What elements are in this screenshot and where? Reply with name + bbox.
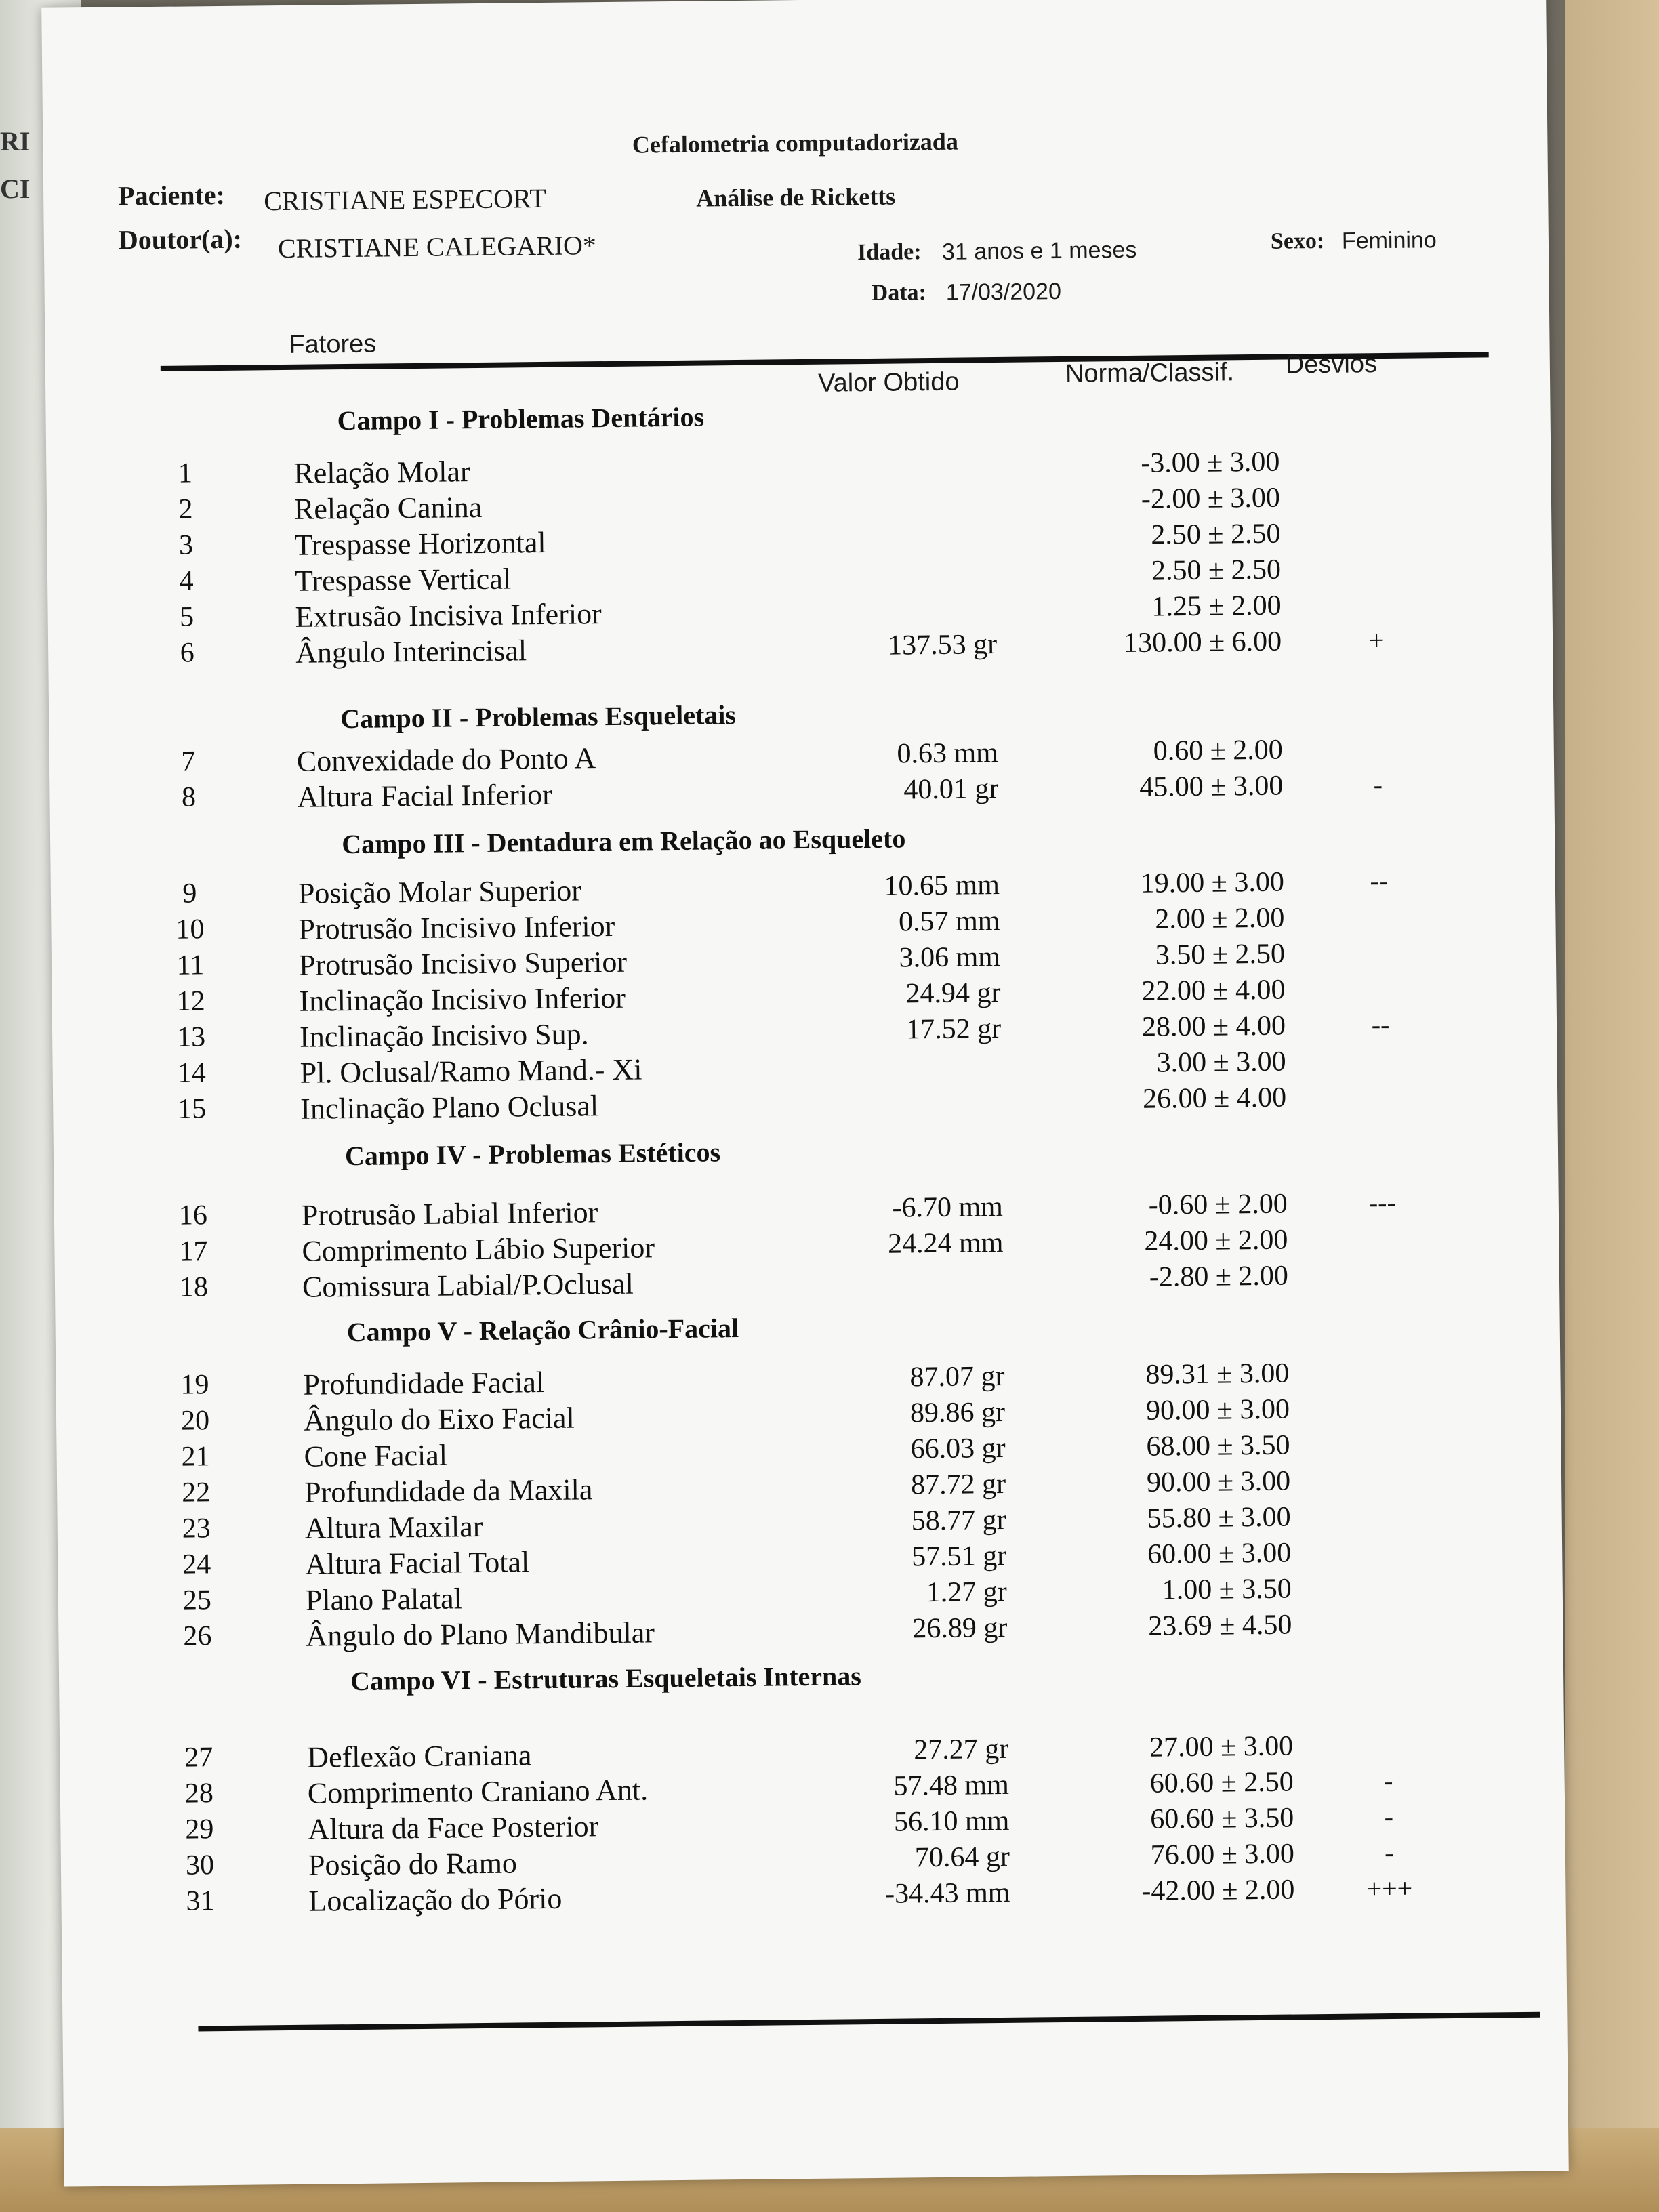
deviation-mark bbox=[1347, 1728, 1429, 1729]
norm-value: 68.00 ± 3.50 bbox=[1146, 1429, 1290, 1462]
norm-value: 90.00 ± 3.00 bbox=[1146, 1465, 1291, 1498]
row-number: 25 bbox=[182, 1584, 212, 1616]
row-number: 27 bbox=[184, 1742, 213, 1774]
deviation-mark: - bbox=[1384, 1801, 1394, 1832]
age-value: 31 anos e 1 meses bbox=[941, 237, 1137, 265]
factor-name: Profundidade da Maxila bbox=[304, 1473, 593, 1509]
norm-value: 24.00 ± 2.00 bbox=[1144, 1224, 1288, 1257]
norm-value: 22.00 ± 4.00 bbox=[1141, 974, 1286, 1007]
factor-name: Protrusão Labial Inferior bbox=[301, 1195, 598, 1232]
section-title: Campo V - Relação Crânio-Facial bbox=[346, 1313, 739, 1348]
row-number: 12 bbox=[176, 985, 205, 1017]
norm-value: 23.69 ± 4.50 bbox=[1148, 1609, 1292, 1642]
factor-name: Altura da Face Posterior bbox=[308, 1809, 599, 1846]
obtained-value bbox=[779, 592, 996, 594]
factor-name: Trespasse Vertical bbox=[294, 562, 512, 598]
norm-value: 45.00 ± 3.00 bbox=[1139, 770, 1284, 803]
deviation-mark: - bbox=[1384, 1837, 1394, 1868]
age-label: Idade: bbox=[857, 239, 922, 266]
obtained-value: 87.07 gr bbox=[909, 1360, 1005, 1393]
row-number: 6 bbox=[180, 637, 194, 669]
norm-value: 90.00 ± 3.00 bbox=[1145, 1393, 1290, 1427]
factor-name: Relação Molar bbox=[293, 455, 470, 490]
norm-value: 26.00 ± 4.00 bbox=[1142, 1082, 1287, 1115]
obtained-value: -6.70 mm bbox=[892, 1191, 1004, 1224]
deviation-mark bbox=[1345, 1535, 1427, 1536]
obtained-value: 0.57 mm bbox=[898, 905, 1000, 938]
factor-name: Comissura Labial/P.Oclusal bbox=[302, 1267, 634, 1304]
norm-value: 1.00 ± 3.50 bbox=[1162, 1573, 1292, 1606]
norm-value: 60.60 ± 2.50 bbox=[1149, 1766, 1294, 1799]
deviation-mark: + bbox=[1368, 625, 1385, 656]
factor-name: Altura Facial Inferior bbox=[297, 777, 552, 814]
factor-name: Altura Maxilar bbox=[304, 1510, 483, 1545]
row-number: 28 bbox=[184, 1778, 214, 1809]
deviation-mark bbox=[1338, 900, 1420, 901]
row-number: 8 bbox=[181, 781, 197, 813]
deviation-mark bbox=[1342, 1222, 1423, 1223]
row-number: 22 bbox=[181, 1477, 211, 1509]
row-number: 1 bbox=[178, 457, 193, 489]
norm-value: 130.00 ± 6.00 bbox=[1123, 626, 1282, 659]
obtained-value bbox=[784, 1048, 1001, 1050]
factor-name: Comprimento Craniano Ant. bbox=[307, 1773, 649, 1810]
patient-label: Paciente: bbox=[117, 179, 226, 211]
factor-name: Inclinação Plano Oclusal bbox=[300, 1089, 599, 1126]
obtained-value: 56.10 mm bbox=[893, 1805, 1010, 1838]
obtained-value bbox=[779, 520, 996, 523]
sex-label: Sexo: bbox=[1270, 228, 1325, 254]
factor-name: Comprimento Lábio Superior bbox=[302, 1231, 655, 1268]
deviation-mark bbox=[1343, 1355, 1425, 1356]
obtained-value bbox=[785, 1084, 1002, 1086]
factor-name: Plano Palatal bbox=[305, 1582, 463, 1617]
section-title: Campo II - Problemas Esqueletais bbox=[340, 699, 737, 735]
column-deviations: Desvios bbox=[1285, 350, 1378, 380]
obtained-value: 87.72 gr bbox=[910, 1468, 1006, 1501]
norm-value: 55.80 ± 3.00 bbox=[1147, 1501, 1291, 1534]
row-number: 19 bbox=[180, 1369, 209, 1401]
norm-value: 19.00 ± 3.00 bbox=[1140, 866, 1285, 899]
obtained-value bbox=[779, 485, 996, 487]
obtained-value: 66.03 gr bbox=[910, 1432, 1006, 1465]
norm-value: 27.00 ± 3.00 bbox=[1149, 1730, 1294, 1763]
factor-name: Relação Canina bbox=[293, 490, 483, 526]
deviation-mark bbox=[1335, 552, 1416, 553]
norm-value: -2.80 ± 2.00 bbox=[1149, 1260, 1289, 1293]
row-number: 23 bbox=[182, 1513, 211, 1544]
row-number: 16 bbox=[178, 1200, 208, 1231]
deviation-mark bbox=[1344, 1391, 1425, 1392]
date-value: 17/03/2020 bbox=[945, 278, 1062, 306]
column-factors: Fatores bbox=[289, 329, 377, 359]
obtained-value bbox=[779, 556, 996, 558]
section-title: Campo III - Dentadura em Relação ao Esqueleto bbox=[341, 823, 906, 860]
deviation-mark: --- bbox=[1368, 1187, 1397, 1218]
row-number: 21 bbox=[181, 1441, 210, 1473]
factor-name: Convexidade do Ponto A bbox=[296, 741, 596, 778]
row-number: 26 bbox=[183, 1620, 212, 1652]
row-number: 5 bbox=[179, 601, 194, 633]
deviation-mark bbox=[1345, 1499, 1426, 1500]
factor-name: Protrusão Incisivo Superior bbox=[298, 945, 628, 982]
row-number: 20 bbox=[180, 1405, 210, 1437]
factor-name: Ângulo do Plano Mandibular bbox=[306, 1616, 655, 1653]
row-number: 24 bbox=[182, 1549, 211, 1580]
date-label: Data: bbox=[871, 280, 927, 306]
obtained-value bbox=[778, 449, 995, 451]
report-subtitle: Análise de Ricketts bbox=[696, 182, 896, 212]
deviation-mark: - bbox=[1373, 769, 1383, 800]
deviation-mark bbox=[1337, 732, 1418, 733]
norm-value: 2.00 ± 2.00 bbox=[1155, 902, 1285, 935]
patient-name: CRISTIANE ESPECORT bbox=[263, 182, 546, 217]
obtained-value: 24.24 mm bbox=[887, 1227, 1004, 1260]
norm-value: 1.25 ± 2.00 bbox=[1151, 590, 1282, 623]
factor-name: Posição do Ramo bbox=[308, 1846, 518, 1882]
report-title: Cefalometria computadorizada bbox=[632, 127, 959, 159]
deviation-mark bbox=[1334, 480, 1416, 481]
factor-name: Trespasse Horizontal bbox=[294, 525, 546, 562]
obtained-value bbox=[787, 1263, 1004, 1265]
norm-value: 3.00 ± 3.00 bbox=[1156, 1046, 1286, 1079]
obtained-value: 58.77 gr bbox=[911, 1504, 1006, 1537]
edge-fragment: CI bbox=[0, 173, 30, 204]
edge-fragment: RI bbox=[0, 126, 30, 157]
norm-value: -42.00 ± 2.00 bbox=[1141, 1874, 1295, 1907]
obtained-value: 17.52 gr bbox=[905, 1012, 1002, 1046]
norm-value: -3.00 ± 3.00 bbox=[1141, 446, 1280, 479]
doctor-name: CRISTIANE CALEGARIO* bbox=[277, 230, 597, 264]
deviation-mark: +++ bbox=[1366, 1872, 1413, 1904]
norm-value: 0.60 ± 2.00 bbox=[1153, 734, 1284, 767]
factor-name: Ângulo do Eixo Facial bbox=[303, 1401, 575, 1437]
section-title: Campo I - Problemas Dentários bbox=[337, 401, 705, 436]
norm-value: 2.50 ± 2.50 bbox=[1151, 554, 1282, 587]
deviation-mark: -- bbox=[1370, 865, 1389, 897]
obtained-value: -34.43 mm bbox=[884, 1877, 1010, 1910]
row-number: 10 bbox=[176, 914, 205, 945]
deviation-mark bbox=[1339, 936, 1420, 937]
row-number: 9 bbox=[182, 878, 197, 909]
doctor-label: Doutor(a): bbox=[118, 223, 243, 255]
obtained-value: 0.63 mm bbox=[897, 737, 999, 770]
report-page bbox=[41, 0, 1569, 2187]
norm-value: 60.60 ± 3.50 bbox=[1150, 1802, 1294, 1835]
obtained-value: 40.01 gr bbox=[903, 773, 999, 806]
norm-value: 89.31 ± 3.00 bbox=[1145, 1357, 1290, 1391]
norm-value: -2.00 ± 3.00 bbox=[1141, 482, 1281, 515]
row-number: 14 bbox=[177, 1057, 206, 1089]
section-title: Campo IV - Problemas Estéticos bbox=[344, 1136, 721, 1172]
row-number: 2 bbox=[178, 493, 193, 525]
factor-name: Inclinação Incisivo Sup. bbox=[299, 1017, 589, 1054]
factor-name: Profundidade Facial bbox=[303, 1366, 545, 1401]
obtained-value: 57.48 mm bbox=[893, 1769, 1010, 1802]
row-number: 3 bbox=[178, 529, 194, 561]
norm-value: 60.00 ± 3.00 bbox=[1147, 1537, 1292, 1570]
factor-name: Extrusão Incisiva Inferior bbox=[295, 597, 602, 634]
column-norm: Norma/Classif. bbox=[1065, 358, 1235, 388]
obtained-value: 27.27 gr bbox=[913, 1733, 1009, 1766]
obtained-value: 10.65 mm bbox=[884, 869, 1000, 902]
obtained-value: 24.94 gr bbox=[905, 977, 1001, 1010]
deviation-mark bbox=[1334, 516, 1416, 517]
norm-value: 76.00 ± 3.00 bbox=[1150, 1838, 1295, 1871]
column-obtained: Valor Obtido bbox=[817, 367, 960, 398]
row-number: 31 bbox=[186, 1885, 215, 1917]
factor-name: Protrusão Incisivo Inferior bbox=[298, 909, 615, 946]
factor-name: Ângulo Interincisal bbox=[295, 634, 527, 670]
norm-value: -0.60 ± 2.00 bbox=[1148, 1188, 1288, 1221]
obtained-value: 137.53 gr bbox=[887, 629, 998, 661]
norm-value: 28.00 ± 4.00 bbox=[1141, 1010, 1286, 1043]
factor-name: Localização do Pório bbox=[308, 1881, 562, 1918]
norm-value: 2.50 ± 2.50 bbox=[1151, 518, 1281, 551]
obtained-value: 1.27 gr bbox=[926, 1576, 1008, 1609]
section-title: Campo VI - Estruturas Esqueletais Internas bbox=[350, 1660, 862, 1697]
row-number: 30 bbox=[185, 1849, 215, 1881]
factor-name: Altura Facial Total bbox=[305, 1545, 530, 1581]
row-number: 18 bbox=[179, 1271, 209, 1303]
factor-name: Inclinação Incisivo Inferior bbox=[299, 981, 626, 1018]
table-surface-right bbox=[1565, 0, 1659, 2212]
row-number: 4 bbox=[179, 565, 194, 597]
deviation-mark bbox=[1346, 1571, 1427, 1572]
row-number: 11 bbox=[176, 949, 205, 981]
factor-name: Deflexão Craniana bbox=[307, 1738, 532, 1774]
row-number: 7 bbox=[181, 745, 196, 777]
deviation-mark bbox=[1344, 1427, 1425, 1428]
norm-value: 3.50 ± 2.50 bbox=[1155, 938, 1286, 971]
deviation-mark bbox=[1335, 588, 1416, 589]
deviation-mark: - bbox=[1383, 1765, 1393, 1797]
deviation-mark: -- bbox=[1371, 1008, 1390, 1040]
row-number: 13 bbox=[176, 1021, 206, 1053]
factor-name: Posição Molar Superior bbox=[298, 874, 582, 910]
factor-name: Pl. Oclusal/Ramo Mand.- Xi bbox=[300, 1052, 642, 1090]
obtained-value: 26.89 gr bbox=[912, 1612, 1008, 1645]
obtained-value: 3.06 mm bbox=[899, 941, 1001, 974]
obtained-value: 57.51 gr bbox=[911, 1540, 1007, 1573]
deviation-mark bbox=[1345, 1463, 1426, 1464]
footer-rule bbox=[198, 2012, 1540, 2032]
row-number: 15 bbox=[178, 1093, 207, 1125]
row-number: 17 bbox=[179, 1235, 208, 1267]
factor-name: Cone Facial bbox=[304, 1438, 448, 1473]
obtained-value: 89.86 gr bbox=[909, 1396, 1006, 1429]
sex-value: Feminino bbox=[1341, 227, 1437, 254]
row-number: 29 bbox=[185, 1814, 214, 1845]
obtained-value: 70.64 gr bbox=[914, 1841, 1010, 1874]
